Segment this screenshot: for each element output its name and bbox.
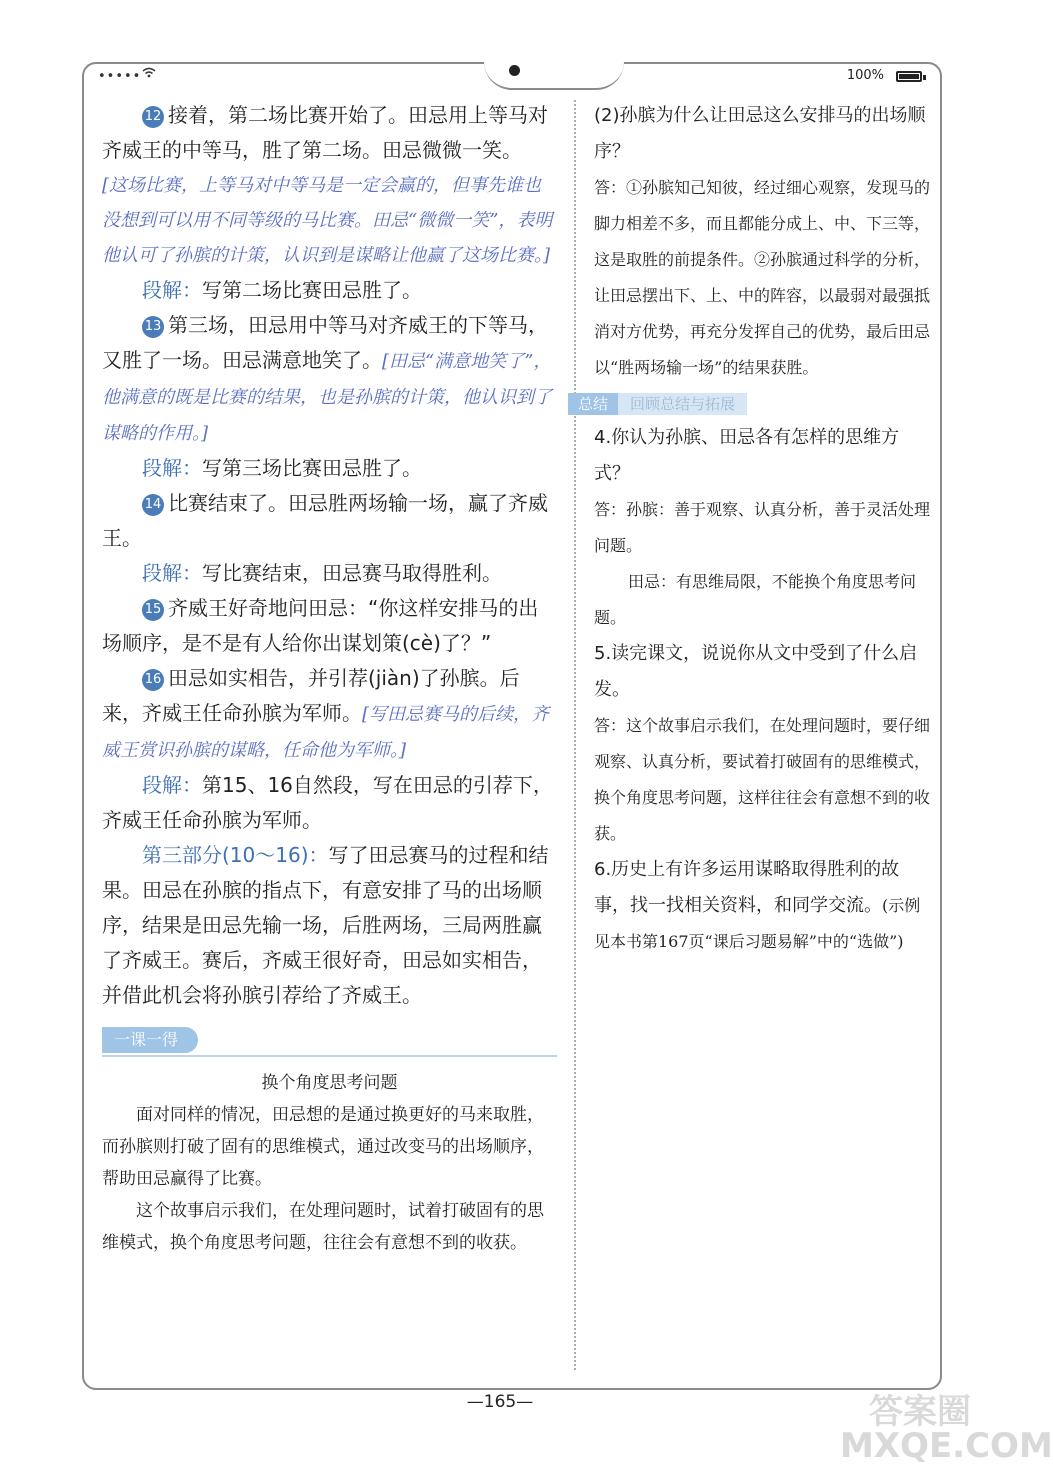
paragraph-13: [102, 308, 557, 451]
answer-4-sunbin: 答：孙膑：善于观察、认真分析，善于灵活处理问题。: [594, 500, 931, 555]
section-tag: 总结: [568, 393, 618, 415]
paragraph-16: [102, 661, 557, 768]
wifi-icon: [142, 66, 156, 84]
lesson-banner: [102, 1027, 557, 1057]
status-bar: [84, 64, 940, 92]
answer-2: 答：①孙膑知己知彼，经过细心观察，发现马的脚力相差不多，而且都能分成上、中、下三等，这是取胜的前提条件。②孙膑通过科学的分析，让田忌摆出下、上、中的阵容，以最弱对最强抵消对方优势，再充分发挥自己的优势，最后田忌以“胜两场输一场”的结果获胜。: [594, 178, 931, 377]
segment-label: 段解：: [142, 456, 202, 480]
paragraph-number: 16: [142, 669, 164, 691]
segment-text: 写比赛结束，田忌赛马取得胜利。: [202, 561, 502, 585]
section-header: [568, 392, 934, 416]
segment-label: 段解：: [142, 561, 202, 585]
right-column: [578, 98, 934, 960]
part-three-summary: [102, 838, 557, 1013]
question-5: 5.读完课文，说说你从文中受到了什么启发。: [594, 643, 918, 700]
paragraph-number: 12: [142, 106, 164, 128]
battery-percent: 100%: [846, 68, 884, 83]
question-6: [594, 852, 934, 960]
paragraph-number: 14: [142, 494, 164, 516]
battery-icon: [896, 71, 922, 82]
segment-text: 写第二场比赛田忌胜了。: [202, 278, 422, 302]
paragraph-12: [102, 98, 557, 168]
paragraph-text: 田忌如实相告，并引荐(jiàn)了孙膑。后来，齐威王任命孙膑为军师。: [102, 666, 520, 725]
part-label: 第三部分(10～16)：: [142, 843, 329, 867]
section-title: 回顾总结与拓展: [618, 393, 747, 415]
camera-icon: [509, 65, 520, 76]
paragraph-text: 比赛结束了。田忌胜两场输一场，赢了齐威王。: [102, 491, 548, 550]
segment-text: 第15、16自然段，写在田忌的引荐下，齐威王任命孙膑为军师。: [102, 773, 553, 832]
paragraph-15: [102, 591, 557, 661]
question-4: 4.你认为孙膑、田忌各有怎样的思维方式？: [594, 427, 900, 484]
segment-explanation-16: [102, 768, 557, 838]
lesson-paragraph-1: 面对同样的情况，田忌想的是通过换更好的马来取胜，而孙膑则打破了固有的思维模式，通过改变马的出场顺序，帮助田忌赢得了比赛。: [102, 1105, 544, 1189]
watermark-logo: 答案圈 MXQE.COM: [840, 1392, 1053, 1466]
camera-notch: [484, 62, 624, 90]
paragraph-number: 13: [142, 316, 164, 338]
segment-label: 段解：: [142, 278, 202, 302]
segment-text: 写第三场比赛田忌胜了。: [202, 456, 422, 480]
column-divider: [574, 100, 576, 1370]
annotation-16: [写田忌赛马的后续，齐威王赏识孙膑的谋略，任命他为军师。]: [102, 704, 550, 761]
page-number: —165—: [466, 1392, 534, 1412]
paragraph-text: 第三场，田忌用中等马对齐威王的下等马，又胜了一场。田忌满意地笑了。: [102, 313, 548, 372]
paragraph-text: 齐威王好奇地问田忌：“你这样安排马的出场顺序，是不是有人给你出谋划策(cè)了？”: [102, 596, 539, 655]
paragraph-text: 接着，第二场比赛开始了。田忌用上等马对齐威王的中等马，胜了第二场。田忌微微一笑。: [102, 103, 548, 162]
left-column: [102, 98, 557, 1259]
segment-explanation-12: [102, 273, 557, 308]
lesson-paragraph-2: 这个故事启示我们，在处理问题时，试着打破固有的思维模式，换个角度思考问题，往往会有意想不到的收获。: [102, 1201, 544, 1253]
paragraph-14: [102, 486, 557, 556]
paragraph-number: 15: [142, 599, 164, 621]
answer-4-tianji: 田忌：有思维局限，不能换个角度思考问题。: [594, 572, 917, 627]
answer-5: 答：这个故事启示我们，在处理问题时，要仔细观察、认真分析，要试着打破固有的思维模式，换个角度思考问题，这样往往会有意想不到的收获。: [594, 716, 931, 843]
lesson-title: 换个角度思考问题: [261, 1073, 398, 1093]
segment-explanation-14: [102, 556, 557, 591]
segment-label: 段解：: [142, 773, 202, 797]
question-6-text: 6.历史上有许多运用谋略取得胜利的故事，找一找相关资料，和同学交流。: [594, 859, 900, 916]
question-6-note: (示例见本书第167页“课后习题易解”中的“选做”): [594, 896, 921, 951]
lesson-banner-label: 一课一得: [102, 1027, 198, 1053]
battery-tip: [923, 75, 926, 80]
annotation-13: [田忌“满意地笑了”，他满意的既是比赛的结果，也是孙膑的计策，他认识到了谋略的作用。]: [102, 351, 552, 444]
part-text: 写了田忌赛马的过程和结果。田忌在孙膑的指点下，有意安排了马的出场顺序，结果是田忌先输一场，后胜两场，三局两胜赢了齐威王。赛后，齐威王很好奇，田忌如实相告，并借此机会将孙膑引荐给了齐威王。: [102, 843, 549, 1007]
question-2: (2)孙膑为什么让田忌这么安排马的出场顺序？: [594, 105, 926, 162]
annotation-12: [这场比赛，上等马对中等马是一定会赢的，但事先谁也没想到可以用不同等级的马比赛。田忌“微微一笑”，表明他认可了孙膑的计策，认识到是谋略让他赢了这场比赛。]: [102, 175, 553, 266]
segment-explanation-13: [102, 451, 557, 486]
signal-icon: •••••: [98, 69, 142, 84]
